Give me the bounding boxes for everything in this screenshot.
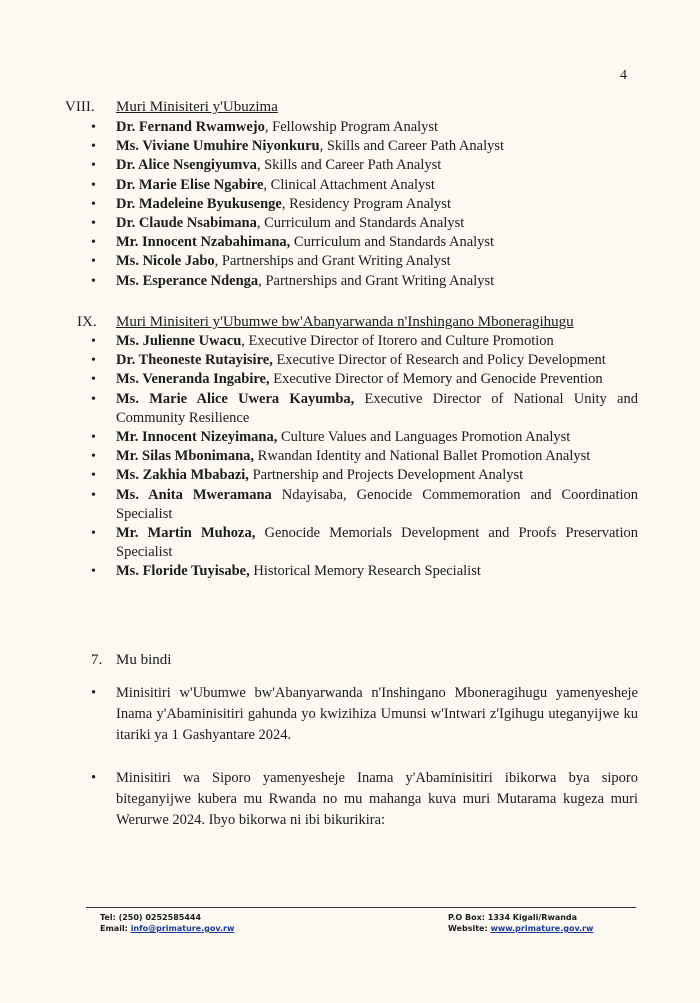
- list-item: [116, 156, 638, 175]
- list-item: [116, 214, 638, 233]
- footer-address: [448, 912, 593, 934]
- person-name: Mr. Innocent Nzabahimana,: [116, 234, 291, 251]
- list-item: [116, 466, 638, 485]
- person-name: Dr. Theoneste Rutayisire,: [116, 352, 273, 369]
- list-item: [116, 332, 638, 351]
- person-name: Ms. Zakhia Mbabazi,: [116, 467, 249, 484]
- staff-list: [0, 118, 700, 291]
- person-role: , Executive Director of Itorero and Culture Promotion: [241, 333, 554, 349]
- list-item: [116, 252, 638, 271]
- list-item: [116, 195, 638, 214]
- footer-contact: [100, 912, 234, 934]
- page-number: 4: [620, 68, 627, 83]
- email-label: Email:: [100, 924, 128, 933]
- section-viii: [0, 97, 700, 291]
- section-numeral: VIII.: [65, 99, 95, 115]
- person-name: Mr. Silas Mbonimana,: [116, 448, 255, 465]
- person-role: Executive Director of National Unity and Community Resilience: [116, 390, 638, 426]
- person-role: Executive Director of Memory and Genocide Prevention: [269, 371, 603, 388]
- section-mu-bindi-heading: [0, 650, 700, 670]
- list-item: [116, 351, 638, 370]
- person-role: Ndayisaba, Genocide Commemoration and Coordination Specialist: [116, 486, 639, 522]
- person-name: Dr. Fernand Rwamwejo: [116, 119, 265, 135]
- list-item: [116, 118, 638, 137]
- person-name: Ms. Esperance Ndenga: [116, 272, 259, 289]
- person-role: , Residency Program Analyst: [281, 195, 451, 212]
- list-item: [116, 486, 638, 524]
- person-role: Historical Memory Research Specialist: [249, 563, 481, 580]
- section-heading: [0, 650, 700, 670]
- paragraph: • Minisitiri w'Ubumwe bw'Abanyarwanda n'Inshingano Mboneragihugu yamenyesheje Inama y'Abaminisitiri gahunda yo kwizihiza Umunsi w'Intwari z'Igihugu uteganyijwe ku itariki ya 1 Gashyantare 2024.: [116, 683, 638, 746]
- person-name: Dr. Marie Elise Ngabire: [116, 176, 264, 193]
- list-item: [116, 524, 638, 562]
- person-name: Mr. Innocent Nizeyimana,: [116, 429, 278, 446]
- tel-label: Tel:: [100, 913, 116, 922]
- list-item: [116, 390, 638, 428]
- person-name: Ms. Viviane Umuhire Niyonkuru: [116, 138, 320, 155]
- person-role: Partnership and Projects Development Analyst: [248, 467, 524, 484]
- section-title: Mu bindi: [116, 652, 172, 668]
- person-role: , Partnerships and Grant Writing Analyst: [214, 253, 451, 270]
- person-name: Dr. Alice Nsengiyumva: [116, 157, 257, 174]
- po-box: P.O Box: 1334 Kigali/Rwanda: [448, 913, 578, 922]
- section-heading: [0, 312, 700, 332]
- person-role: , Skills and Career Path Analyst: [319, 138, 505, 155]
- mu-bindi-paragraphs: [0, 683, 700, 846]
- list-item: [116, 176, 638, 195]
- person-role: Executive Director of Research and Policy Development: [272, 352, 606, 369]
- person-name: Ms. Marie Alice Uwera Kayumba,: [116, 390, 355, 407]
- person-name: Ms. Floride Tuyisabe,: [116, 563, 250, 580]
- person-role: , Curriculum and Standards Analyst: [256, 215, 465, 232]
- person-name: Ms. Veneranda Ingabire,: [116, 371, 270, 388]
- person-role: , Fellowship Program Analyst: [264, 119, 439, 135]
- person-name: Ms. Nicole Jabo: [116, 253, 215, 270]
- person-role: , Clinical Attachment Analyst: [263, 176, 435, 193]
- section-heading: [0, 97, 700, 117]
- list-item: [116, 562, 638, 581]
- section-title: Muri Minisiteri y'Ubuzima: [116, 99, 278, 115]
- person-name: Ms. Julienne Uwacu: [116, 333, 242, 349]
- list-item: [116, 370, 638, 389]
- staff-list: [0, 332, 700, 582]
- person-role: Curriculum and Standards Analyst: [290, 234, 495, 251]
- person-role: , Skills and Career Path Analyst: [256, 157, 442, 174]
- section-ix: [0, 312, 700, 582]
- paragraph: • Minisitiri wa Siporo yamenyesheje Inama y'Abaminisitiri ibikorwa bya siporo biteganyijwe kubera mu Rwanda no mu mahanga kuva muri Mutarama kugeza muri Werurwe 2024. Ibyo bikorwa ni ibi bikurikira:: [116, 768, 638, 831]
- list-item: [116, 447, 638, 466]
- list-item: [116, 137, 638, 156]
- person-role: Culture Values and Languages Promotion Analyst: [277, 429, 571, 446]
- person-name: Mr. Martin Muhoza,: [116, 525, 256, 542]
- person-name: Ms. Anita Mweramana: [116, 486, 272, 503]
- person-role: Rwandan Identity and National Ballet Promotion Analyst: [254, 448, 591, 465]
- person-name: Dr. Claude Nsabimana: [116, 215, 257, 232]
- person-role: Genocide Memorials Development and Proofs Preservation Specialist: [116, 525, 638, 561]
- list-item: [116, 272, 638, 291]
- email-link[interactable]: info@primature.gov.rw: [130, 924, 235, 933]
- person-name: Dr. Madeleine Byukusenge: [116, 195, 282, 212]
- footer-divider: [86, 907, 636, 908]
- list-item: [116, 428, 638, 447]
- section-title: Muri Minisiteri y'Ubumwe bw'Abanyarwanda n'Inshingano Mboneragihugu: [116, 314, 574, 330]
- list-item: [116, 233, 638, 252]
- website-link[interactable]: www.primature.gov.rw: [490, 924, 594, 933]
- section-numeral: IX.: [77, 314, 97, 330]
- section-number: 7.: [91, 652, 103, 668]
- website-label: Website:: [448, 924, 488, 933]
- person-role: , Partnerships and Grant Writing Analyst: [258, 272, 495, 289]
- tel-number: (250) 0252585444: [118, 913, 202, 922]
